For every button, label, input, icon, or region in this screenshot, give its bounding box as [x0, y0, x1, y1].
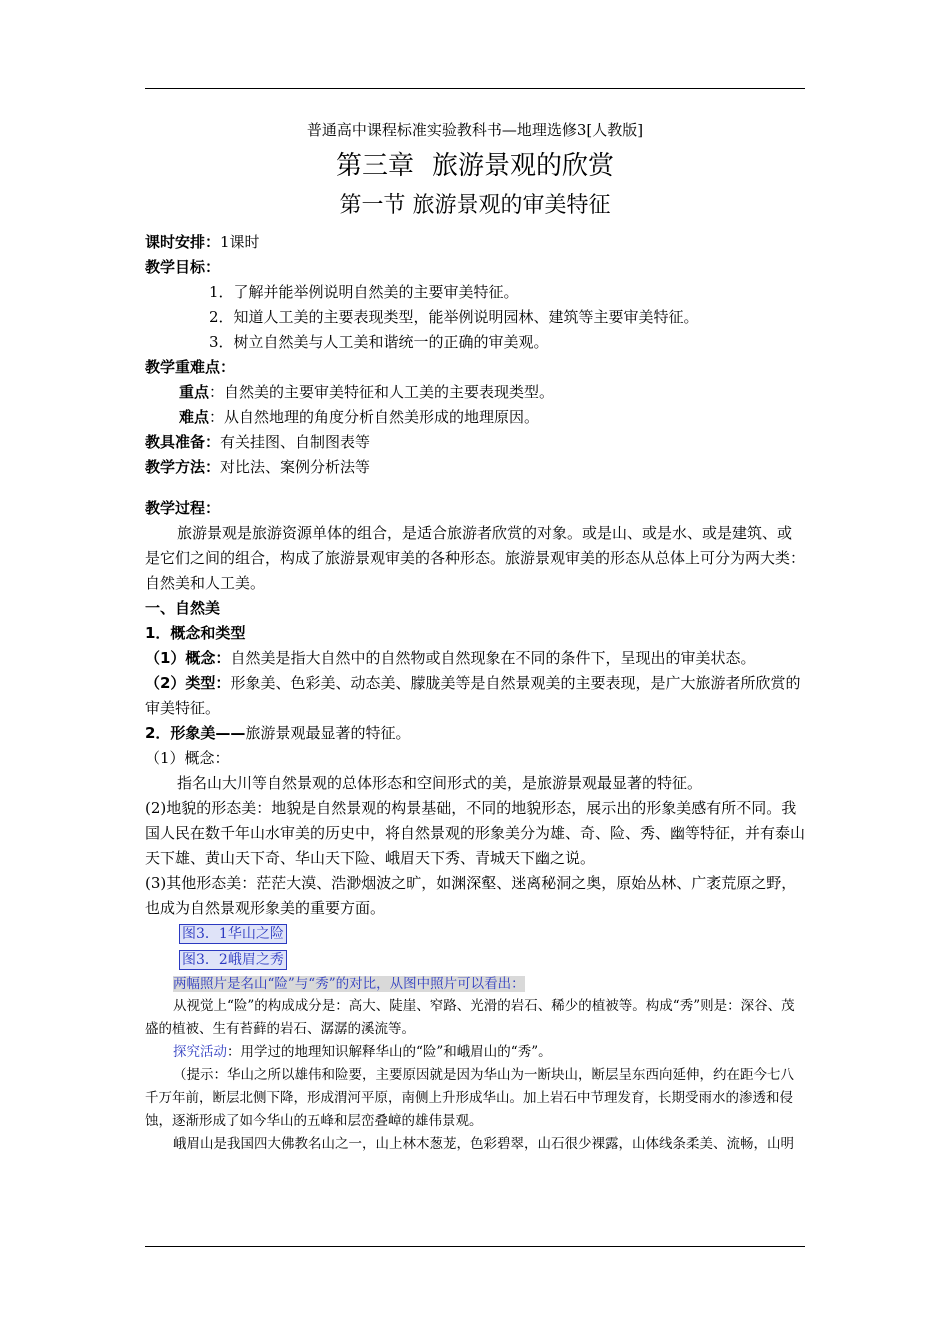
chapter-name: 旅游景观的欣赏 [432, 151, 615, 181]
section-title: 第一节 旅游景观的审美特征 [339, 193, 611, 218]
types-text: 形象美、色彩美、动态美、朦胧美等是自然景观美的主要表现，是广大旅游者所欣赏的审美特征。 [145, 674, 801, 717]
focus-label: 重点 [179, 383, 210, 401]
figure-link-emei[interactable]: 图3．2峨眉之秀 [179, 950, 287, 970]
concept-line [145, 646, 805, 671]
goals-label: 教学目标： [145, 258, 221, 276]
concept-label: （1）概念： [145, 649, 231, 667]
shape-beauty-text: 旅游景观最显著的特征。 [245, 724, 411, 742]
shape-concept-text: 指名山大川等自然景观的总体形态和空间形式的美，是旅游景观最显著的特征。 [177, 774, 703, 792]
schedule-line [145, 230, 805, 255]
textbook-subtitle: 普通高中课程标准实验教科书—地理选修3[人教版] [306, 121, 644, 139]
chapter-title [145, 146, 805, 186]
keypoints-label: 教学重难点： [145, 358, 236, 376]
tools-value: 有关挂图、自制图表等 [220, 433, 371, 451]
shape-beauty-label: 2．形象美—— [145, 724, 246, 742]
tools-label: 教具准备： [145, 433, 221, 451]
schedule-value: 1课时 [220, 233, 260, 251]
document-body [145, 118, 805, 1156]
methods-line [145, 455, 805, 480]
intro-paragraph: 旅游景观是旅游资源单体的组合，是适合旅游者欣赏的对象。或是山、或是水、或是建筑、或是它们之间的组合，构成了旅游景观审美的各种形态。旅游景观审美的形态从总体上可分为两大类：自然美和人工美。 [145, 524, 806, 592]
schedule-label: 课时安排： [145, 233, 221, 251]
explore-label: 探究活动 [173, 1044, 227, 1060]
types-label: （2）类型： [145, 674, 231, 692]
goal-item: 3．树立自然美与人工美和谐统一的正确的审美观。 [209, 333, 549, 351]
heading-natural-beauty: 一、自然美 [145, 599, 221, 617]
difficulty-line [145, 405, 805, 430]
process-label: 教学过程： [145, 499, 221, 517]
concept-text: 自然美是指大自然中的自然物或自然现象在不同的条件下，呈现出的审美状态。 [230, 649, 756, 667]
landform-paragraph: (2)地貌的形态美：地貌是自然景观的构景基础，不同的地貌形态，展示出的形象美感有所不同。我国人民在数千年山水审美的历史中，将自然景观的形象美分为雄、奇、险、秀、幽等特征，并有泰山天下雄、黄山天下奇、华山天下险、峨眉天下秀、青城天下幽之说。 [145, 799, 806, 867]
explore-activity [145, 1041, 805, 1064]
difficulty-label: 难点 [179, 408, 210, 426]
emei-paragraph: 峨眉山是我国四大佛教名山之一，山上林木葱茏，色彩碧翠，山石很少裸露，山体线条柔美、流畅，山明 [173, 1136, 794, 1152]
focus-line [145, 380, 805, 405]
hint-paragraph: （提示：华山之所以雄伟和险要，主要原因就是因为华山为一断块山，断层呈东西向延伸，约在距今七八千万年前，断层北侧下降，形成渭河平原，南侧上升形成华山。加上岩石中节理发育，长期受雨水的渗透和侵蚀，逐渐形成了如今华山的五峰和层峦叠嶂的雄伟景观。 [145, 1067, 794, 1129]
methods-value: 对比法、案例分析法等 [220, 458, 371, 476]
shape-concept-label: （1）概念： [145, 749, 230, 767]
methods-label: 教学方法： [145, 458, 221, 476]
top-rule [145, 88, 805, 89]
heading-shape-beauty [145, 721, 805, 746]
explore-text: ：用学过的地理知识解释华山的“险”和峨眉山的“秀”。 [227, 1044, 552, 1060]
focus-value: ：自然美的主要审美特征和人工美的主要表现类型。 [209, 383, 555, 401]
visual-paragraph: 从视觉上“险”的构成成分是：高大、陡崖、窄路、光滑的岩石、稀少的植被等。构成“秀”则是：深谷、茂盛的植被、生有苔藓的岩石、潺潺的溪流等。 [145, 998, 795, 1037]
heading-concept-types: 1．概念和类型 [145, 624, 246, 642]
types-line [145, 671, 805, 721]
difficulty-value: ：从自然地理的角度分析自然美形成的地理原因。 [209, 408, 540, 426]
chapter-number: 第三章 [335, 151, 414, 181]
bottom-rule [145, 1246, 805, 1247]
comparison-note [145, 973, 805, 995]
tools-line [145, 430, 805, 455]
goal-item: 2．知道人工美的主要表现类型，能举例说明园林、建筑等主要审美特征。 [209, 308, 699, 326]
figure-link-huashan[interactable]: 图3．1华山之险 [179, 924, 287, 944]
goal-item: 1．了解并能举例说明自然美的主要审美特征。 [209, 283, 519, 301]
other-forms-paragraph: (3)其他形态美：茫茫大漠、浩渺烟波之旷，如渊深壑、迷离秘洞之奥，原始丛林、广袤荒原之野，也成为自然景观形象美的重要方面。 [145, 874, 797, 917]
comparison-note-text: 两幅照片是名山“险”与“秀”的对比，从图中照片可以看出： [173, 976, 525, 992]
